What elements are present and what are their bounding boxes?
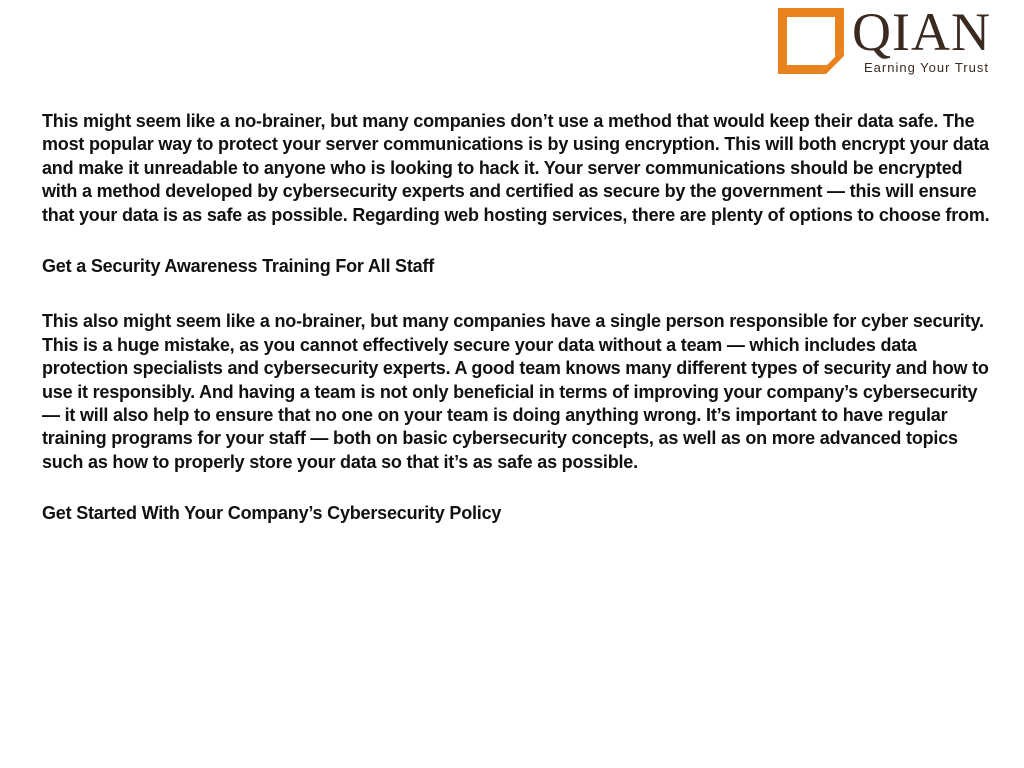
company-logo bbox=[778, 2, 1014, 76]
heading-security-training: Get a Security Awareness Training For All Staff bbox=[42, 256, 435, 277]
paragraph-encryption: This might seem like a no-brainer, but many companies don’t use a method that would keep their data safe. The most popular way to protect your server communications is by using encryption. This will both encrypt your data and make it unreadable to anyone who is looking to hack it. Your server communications should be encrypted with a method developed by cybersecurity experts and certified as secure by the government — this will ensure that your data is as safe as possible. Regarding web hosting services, there are plenty of options to choose from. bbox=[42, 111, 990, 225]
logo-mark-icon bbox=[778, 8, 844, 74]
paragraph-security-team: This also might seem like a no-brainer, but many companies have a single person responsible for cyber security. This is a huge mistake, as you cannot effectively secure your data without a team — which includes data protection specialists and cybersecurity experts. A good team knows many different types of security and how to use it responsibly. And having a team is not only beneficial in terms of improving your company’s cybersecurity — it will also help to ensure that no one on your team is doing anything wrong. It’s important to have regular training programs for your staff — both on basic cybersecurity concepts, as well as on more advanced topics such as how to properly store your data so that it’s as safe as possible. bbox=[42, 311, 989, 472]
logo-tagline: Earning Your Trust bbox=[864, 60, 989, 75]
article-body bbox=[42, 110, 997, 558]
logo-wordmark: QIAN bbox=[852, 2, 991, 62]
heading-cybersecurity-policy: Get Started With Your Company’s Cybersecurity Policy bbox=[42, 503, 502, 524]
